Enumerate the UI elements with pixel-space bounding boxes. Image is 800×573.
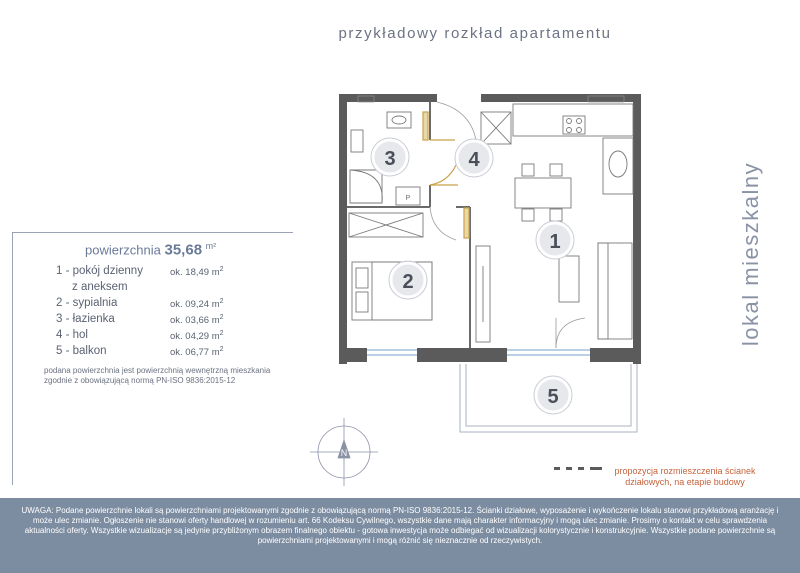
room-name: 5 - balkon	[56, 345, 107, 357]
room-name: 2 - sypialnia	[56, 297, 118, 309]
compass-icon	[310, 418, 378, 486]
room-area: ok. 03,66 $m^2$	[170, 314, 224, 327]
room-name: 1 - pokój dzienny	[56, 265, 143, 277]
room-marker-3	[371, 138, 409, 176]
proposal-note	[585, 466, 785, 488]
disclaimer-text: UWAGA: Podane powierzchnie lokali są powierzchniami projektowanymi zgodnie z obowiązującą normą PN-ISO 9836:2015-12. Ścianki działowe, wyposażenie i wykończenie lokalu stanowi przykładową aranżację i może ulec zmianie. Ogłoszenie nie stanowi oferty handlowej w rozumieniu art. 66 Kodeksu Cywilnego, wszystkie dane mają charakter informacyjny i mogą ulec zmianie. Prosimy o kontakt w celu sprawdzenia aktualności oferty. Wszystkie wizualizacje są jedynie przybliżonym obrazem finalnego obiektu - gotowa inwestycja może odbiegać od wizualizacji kolorystycznie i konstrukcyjnie. Wszystkie podane powierzchnie są powierzchniami projektowanymi i mogą różnić się nieznacznie od rzeczywistych.	[21, 506, 779, 545]
room-area: ok. 09,24 $m^2$	[170, 298, 224, 311]
room-number: 1	[549, 231, 561, 253]
room-marker-4	[455, 139, 493, 177]
compass-letter: N	[340, 448, 348, 458]
bathroom-fixture-label: P	[405, 195, 411, 202]
room-name: 4 - hol	[56, 329, 88, 341]
room-marker-5	[534, 376, 572, 414]
room-area: ok. 18,49 $m^2$	[170, 266, 224, 279]
disclaimer-footer	[0, 498, 800, 573]
room-number: 3	[384, 148, 396, 170]
side-label: lokal mieszkalny	[738, 161, 763, 347]
proposal-line-2: działowych, na etapie budowy	[625, 477, 745, 487]
room-number: 5	[547, 386, 559, 408]
room-marker-2	[389, 261, 427, 299]
room-number: 2	[402, 271, 414, 293]
area-label: powierzchnia	[85, 242, 161, 258]
room-markers	[371, 138, 574, 414]
area-note: podana powierzchnia jest powierzchnią wewnętrzną mieszkania zgodnie z obowiązującą normą PN-ISO 9836:2015-12	[44, 366, 271, 385]
area-unit: m²	[205, 241, 217, 251]
room-number: 4	[468, 149, 480, 171]
room-name: z aneksem	[72, 281, 128, 293]
area-value: 35,68	[164, 241, 203, 259]
room-name: 3 - łazienka	[56, 313, 115, 325]
interior-walls	[347, 102, 470, 348]
room-area: ok. 04,29 $m^2$	[170, 330, 224, 343]
room-area: ok. 06,77 $m^2$	[170, 346, 224, 359]
room-marker-1	[536, 221, 574, 259]
page-title: przykładowy rozkład apartamentu	[338, 25, 612, 42]
proposal-line-1: propozycja rozmieszczenia ścianek	[614, 466, 756, 476]
